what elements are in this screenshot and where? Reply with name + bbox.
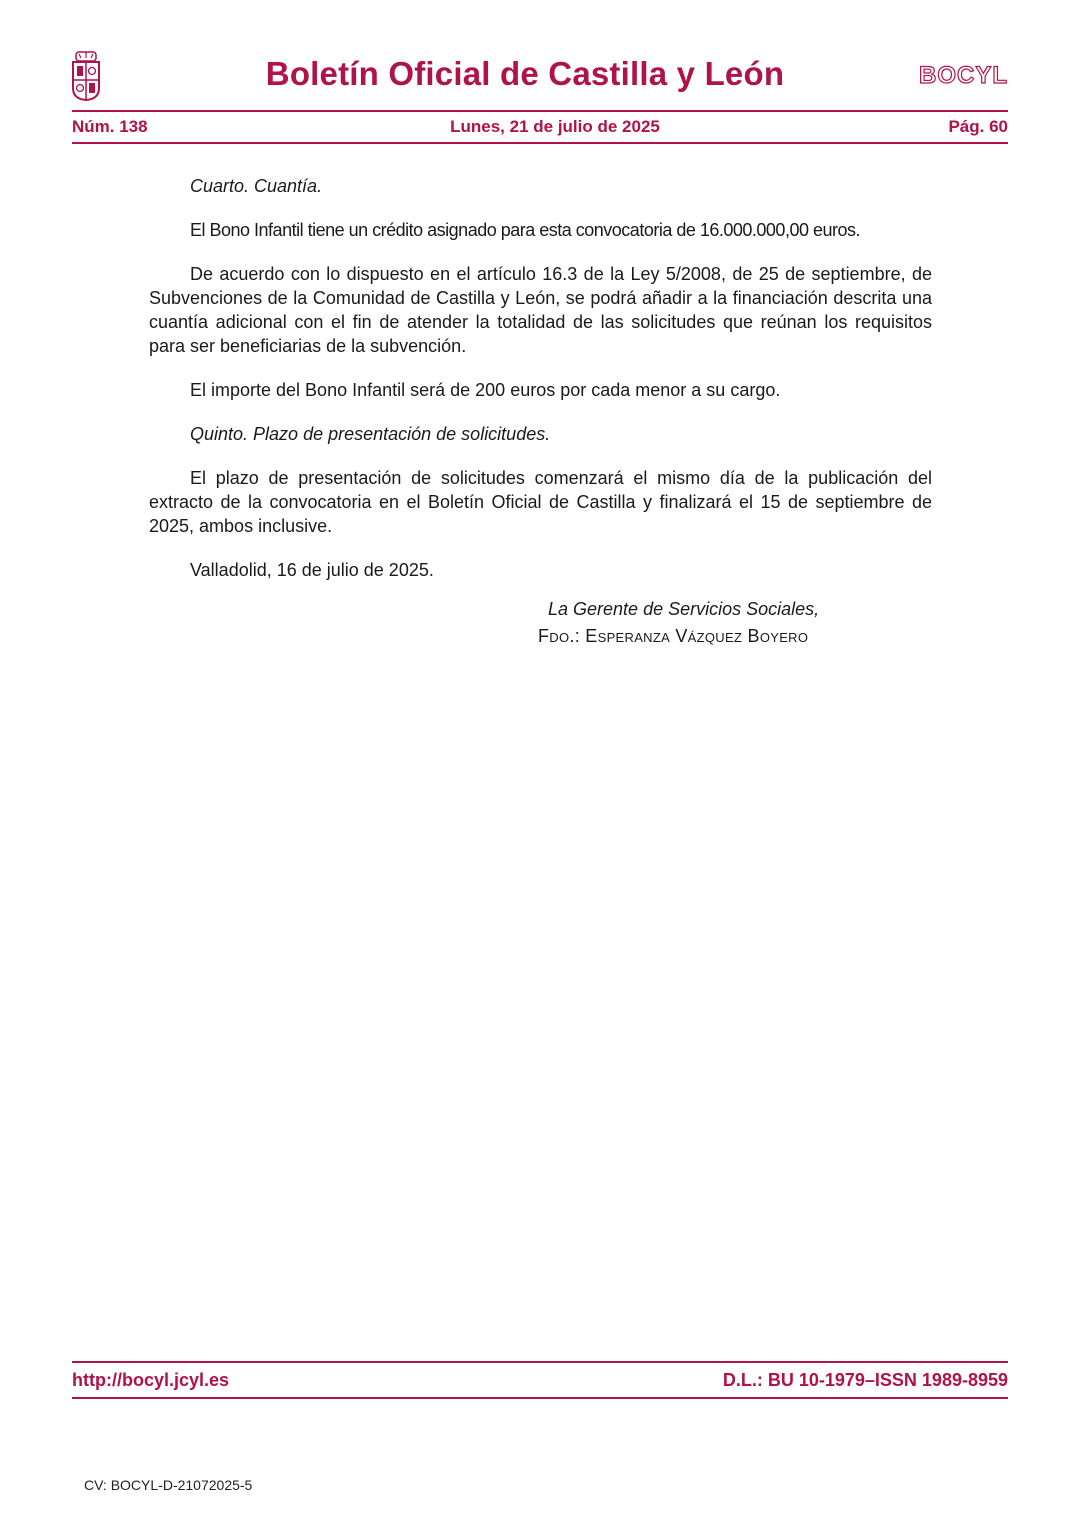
document-body	[149, 174, 932, 602]
bocyl-logo: BOCYL	[919, 62, 1008, 89]
issue-number: Núm. 138	[72, 117, 148, 136]
bulletin-title: Boletín Oficial de Castilla y León	[265, 55, 785, 92]
paragraph-deadline: El plazo de presentación de solicitudes comenzará el mismo día de la publicación del extracto de la convocatoria en el Boletín Oficial de Castilla y finalizará el 15 de septiembre de 2025, ambos inclusive.	[149, 468, 932, 536]
paragraph-amount: El importe del Bono Infantil será de 200 euros por cada menor a su cargo.	[190, 380, 781, 400]
page-number: Pág. 60	[948, 117, 1008, 136]
section-heading-cuantia: Cuarto. Cuantía.	[190, 176, 323, 196]
verification-code: CV: BOCYL-D-21072025-5	[84, 1477, 253, 1493]
footer-rule-bottom	[72, 1397, 1008, 1399]
footer-rule-top	[72, 1361, 1008, 1363]
paragraph-legal-basis: De acuerdo con lo dispuesto en el artículo 16.3 de la Ley 5/2008, de 25 de septiembre, de Subvenciones de la Comunidad de Castilla y León, se podrá añadir a la financiación descrita una cuantía adicional con el fin de atender la totalidad de las solicitudes que reúnan los requisitos para ser beneficiarias de la subvención.	[149, 264, 932, 356]
place-date: Valladolid, 16 de julio de 2025.	[190, 560, 434, 580]
footer-url-link[interactable]: http://bocyl.jcyl.es	[72, 1370, 230, 1390]
footer-legal-deposit: D.L.: BU 10-1979–ISSN 1989-8959	[722, 1370, 1008, 1390]
paragraph-credit: El Bono Infantil tiene un crédito asignado para esta convocatoria de 16.000.000,00 euros.	[190, 220, 860, 240]
signatory-name: Fdo.: Esperanza Vázquez Boyero	[538, 626, 809, 646]
section-heading-plazo: Quinto. Plazo de presentación de solicitudes.	[190, 424, 551, 444]
issue-date: Lunes, 21 de julio de 2025	[450, 117, 660, 136]
signatory-role: La Gerente de Servicios Sociales,	[548, 599, 820, 619]
header-rule-top	[72, 110, 1008, 112]
header-rule-bottom	[72, 142, 1008, 144]
